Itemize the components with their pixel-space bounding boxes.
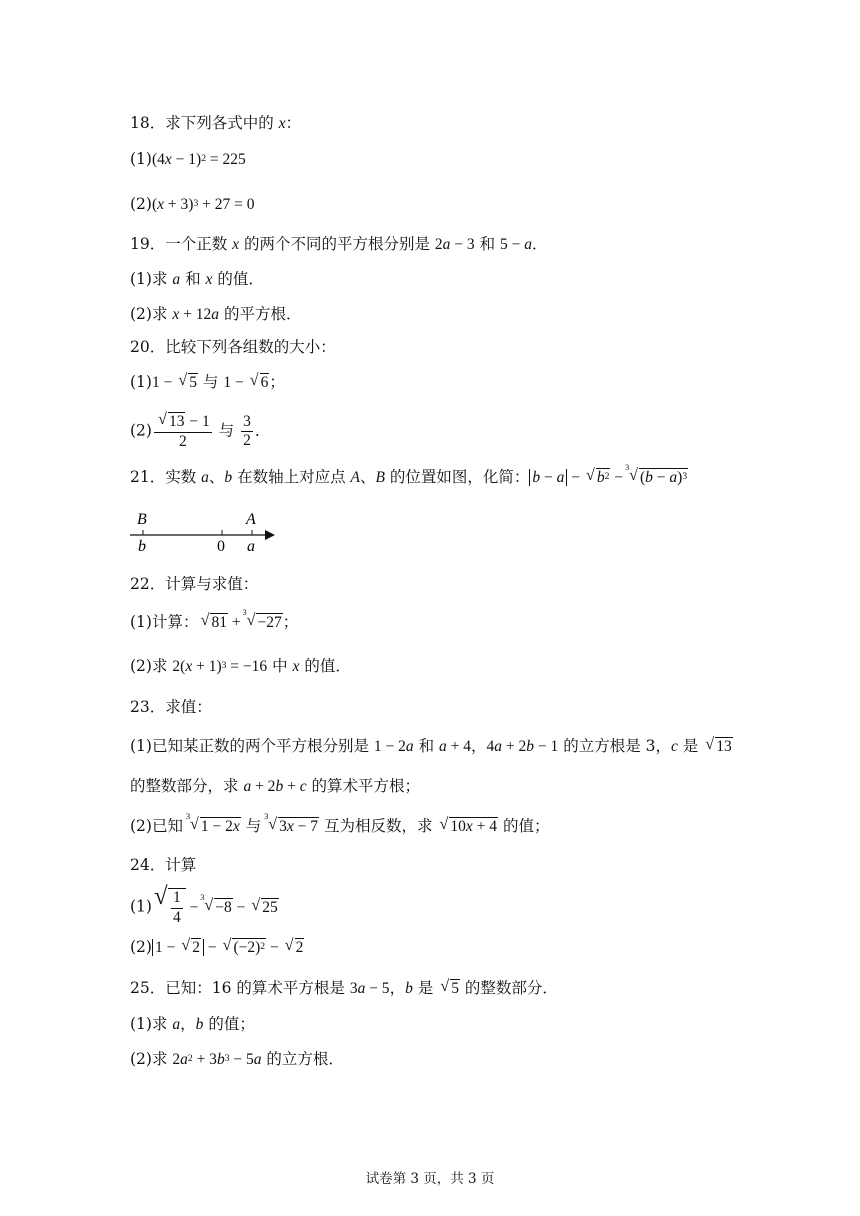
q23-title: 23．求值：	[130, 698, 212, 716]
q23-part1-line2: 的整数部分，求 a + 2b + c 的算术平方根；	[130, 777, 421, 795]
number-line-arrow	[265, 530, 275, 540]
q18-title: 18．求下列各式中的 x：	[130, 114, 302, 132]
label-zero: 0	[217, 538, 225, 555]
q19-part1: (1)求 a 和 x 的值．	[130, 270, 264, 288]
page-footer: 试卷第 3 页，共 3 页	[365, 1171, 495, 1187]
q22-part2: (2)求 $2(x + 1)^3 = -16$ 中 x 的值．	[130, 657, 351, 675]
q18-part1: $(1)(4x - 1)^2 = 225$	[130, 150, 246, 168]
q25-part2: (2)求 $2a^2 + 3b^3 - 5a$ 的立方根．	[130, 1050, 344, 1068]
label-b: b	[138, 538, 146, 555]
q24-title: 24．计算	[130, 856, 197, 874]
q24-part1: (1) √ $\frac{1}{4}$ − 3 √ −8 − √ 25	[130, 883, 278, 926]
q23-part1-line1: (1)已知某正数的两个平方根分别是 1 − 2a 和 a + 4，4a + 2b − 1 的立方根是 3，c 是 √ 13	[130, 735, 732, 755]
label-B: B	[137, 511, 147, 528]
q25-title: 25．已知：16 的算术平方根是 3a − 5，b 是 √ 5 的整数部分．	[130, 977, 558, 997]
q25-part1: (1)求 a，b 的值；	[130, 1015, 255, 1033]
q20-title: 20．比较下列各组数的大小：	[130, 338, 336, 356]
q19-part2: (2)求 x + 12a 的平方根．	[130, 305, 302, 323]
label-a: a	[247, 538, 255, 555]
q18-part2: $(2)(x + 3)^3 + 27 = 0$	[130, 195, 255, 213]
number-line	[125, 503, 285, 558]
label-A: A	[246, 511, 256, 528]
q20-part1: (1)1 − √ 5 与 1 − √ 6；	[130, 371, 285, 391]
q23-part2: (2)已知 3 √ 1 − 2x 与 3 √ 3x − 7 互为相反数，求 √ 10x + 4 的值；	[130, 811, 550, 835]
q21-title: 21．实数 a、b 在数轴上对应点 A、B 的位置如图，化简： b − a − √ $b^2$ − 3 √ $(b - a)^3$	[130, 462, 688, 486]
q24-part2: (2) 1 − √ 2 − √ $(-2)^2$ − √ 2	[130, 936, 304, 956]
q19-title: 19．一个正数 x 的两个不同的平方根分别是 2a − 3 和 5 − a．	[130, 235, 548, 253]
q22-part1: (1)计算： √ 81 + 3 √ −27；	[130, 607, 299, 631]
q22-title: 22．计算与求值：	[130, 575, 259, 593]
q20-part2: (2) √ 13 − 1 2 与 $\frac{3}{2}$ ．	[130, 410, 271, 450]
